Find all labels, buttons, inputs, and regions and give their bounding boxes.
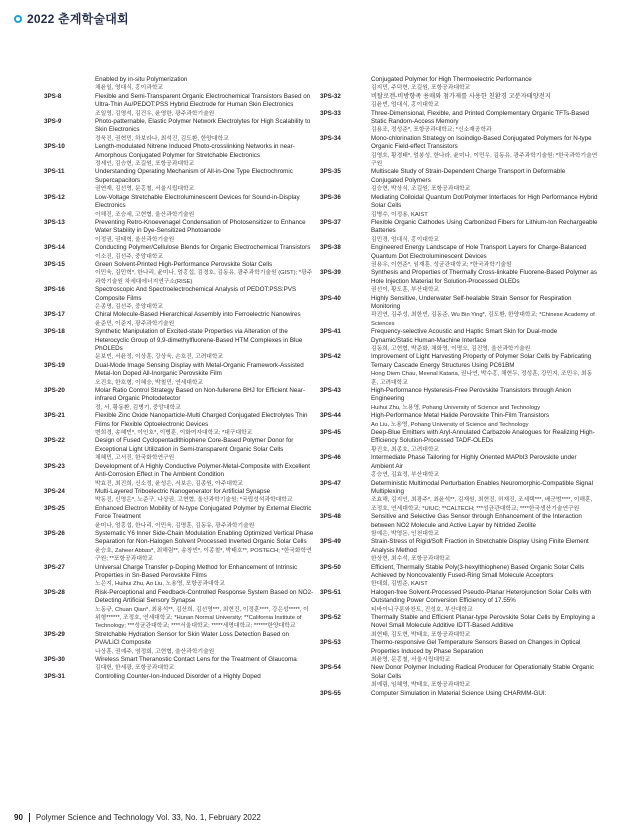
entry-title: Green Solvent-Printed High-Performance Perovskite Solar Cells bbox=[95, 260, 273, 268]
entry-code: 3PS-25 bbox=[44, 504, 65, 512]
entry-authors: 노동규, Chuan Qian*, 최용석**, 김산희, 김선영***, 최현진, 이정훈****, 강은성*****, 이위형******, 조정호, 연세대학교; *Hunan Normal University; **California Institute of Technology; ***성균관대학교; ****서울대학교; *****세명대학교; ******한양대학교 bbox=[95, 606, 309, 630]
program-entry bbox=[44, 505, 314, 530]
program-entry bbox=[320, 690, 598, 698]
entry-text bbox=[371, 168, 598, 193]
entry-code: 3PS-49 bbox=[320, 538, 341, 546]
entry-authors: 김승현, 박상식, 조길원, 포항공과대학교 bbox=[371, 186, 471, 193]
entry-title: Universal Charge Transfer p-Doping Method for Enhancement of Intrinsic Properties in Sn-Based Perovskite Films bbox=[95, 563, 298, 579]
entry-text bbox=[371, 564, 598, 589]
entry-authors: 최예림, 임혜영, 박태호, 포항공과대학교 bbox=[371, 682, 471, 689]
entry-title: Computer Simulation in Material Science Using CHARMM-GUI: bbox=[371, 689, 547, 697]
program-entry bbox=[320, 614, 598, 639]
program-entry bbox=[44, 530, 314, 564]
entry-code: 3PS-52 bbox=[320, 614, 341, 621]
entry-text bbox=[371, 295, 598, 329]
entry-authors: 윤미나, 엄홍섭, 한나리, 이민욱, 김명훈, 김동유, 광주과학기술원 bbox=[95, 522, 255, 529]
entry-text bbox=[95, 488, 314, 505]
entry-code: 3PS-10 bbox=[44, 143, 65, 151]
entry-authors: 최현태, 김도현, 박태호, 포항공과대학교 bbox=[371, 631, 471, 638]
program-entry bbox=[320, 110, 598, 135]
entry-code: 3PS-28 bbox=[44, 588, 65, 596]
entry-code: 3PS-20 bbox=[44, 387, 65, 395]
entry-code: 3PS-39 bbox=[320, 269, 341, 277]
entry-title: Systematic Y6 Inner Side-Chain Modulation Enabling Optimized Vertical Phase Separation for Non-Halogen Solvent Processed Inverted Organic Solar Cells bbox=[95, 529, 314, 546]
entry-authors: 나상훈, 권예주, 염정회, 고현협, 울산과학기술원 bbox=[95, 648, 215, 655]
entry-text bbox=[95, 328, 314, 362]
footer-divider bbox=[29, 813, 30, 822]
program-entry bbox=[44, 219, 314, 244]
program-entry bbox=[44, 362, 314, 387]
entry-text bbox=[95, 412, 314, 437]
entry-text bbox=[371, 429, 598, 454]
entry-authors: 이해진, 조승세, 고현협, 울산과학기술원 bbox=[95, 211, 195, 218]
entry-code: 3PS-31 bbox=[44, 672, 65, 680]
entry-title: Development of A Highly Conductive Polymer-Metal-Composite with Excellent Anti-Corrosion Effect in The Ambient Condition bbox=[95, 462, 311, 479]
entry-authors: 조효해, 김지인, 최광주*, 최윤석**, 김재원, 최현진, 허재진, 조세택***, 배군범****, 이해훈, 조정호, 연세대학교; *UIUC; **CALTECH; ***성균관대학교; ****한국생산기술연구원 bbox=[371, 497, 593, 512]
entry-text bbox=[371, 454, 598, 479]
program-entry bbox=[44, 261, 314, 286]
program-entry bbox=[44, 412, 314, 437]
entry-title: High-Performance Hysteresis-Free Perovskite Transistors through Anion Engineering bbox=[371, 387, 572, 403]
entry-authors: 은종명, 김선주, 중앙대학교 bbox=[95, 303, 164, 310]
entry-title: Improvement of Light Harvesting Property of Polymer Solar Cells by Fabricating Ternary Cascade Energy Structures Using PC61BM bbox=[371, 353, 592, 369]
entry-title: Deep-Blue Emitters with Aryl-Annulated Carbazole Analogues for Realizing High-Efficiency Solution-Processed TADF-OLEDs bbox=[371, 429, 595, 445]
entry-authors: 김동희, 고현협, 박준화, 채화영, 이명오, 김진영, 울산과학기술원 bbox=[371, 346, 531, 352]
entry-code: 3PS-50 bbox=[320, 563, 341, 571]
entry-code: 3PS-37 bbox=[320, 218, 341, 226]
entry-title: Highly Sensitive, Underwater Self-healable Strain Sensor for Respiration Monitoring bbox=[371, 294, 572, 310]
entry-text bbox=[95, 143, 314, 168]
entry-title: Intermediate Phase Tailoring for Highly Oriented MAPbI3 Perovskite under Ambient Air bbox=[371, 454, 577, 470]
entry-title: New Donor Polymer Including Radical Producer for Operationally Stable Organic Solar Cells bbox=[371, 664, 595, 680]
entry-code: 3PS-44 bbox=[320, 412, 341, 420]
program-entry bbox=[44, 143, 314, 168]
entry-title: Wireless Smart Theranostic Contact Lens for the Treatment of Glaucoma bbox=[95, 656, 297, 664]
entry-title: Length-modulated Nitrene Induced Photo-crosslinking Networks in near-Amorphous Conjugated Polymer for Stretchable Electronics bbox=[95, 143, 295, 159]
entry-authors: 권용우, 이현준*, 임재훈, 성균관대학교; *한국과학기술원 bbox=[371, 261, 512, 268]
program-entry bbox=[320, 219, 598, 244]
entry-code: 3PS-24 bbox=[44, 487, 65, 495]
entry-title: Understanding Operating Mechanism of All-in-One Type Electrochromic Supercapacitors bbox=[95, 168, 293, 184]
entry-code: 3PS-36 bbox=[320, 193, 341, 201]
entry-title: Preventing Retro-Knoevenagel Condensation of Photosensitizer to Enhance Water Stability in Dye-Sensitized Photoanode bbox=[95, 218, 306, 235]
entry-authors: 김병수, 이정용, KAIST bbox=[371, 211, 428, 218]
circle-bullet-icon bbox=[14, 15, 22, 23]
entry-text bbox=[371, 219, 598, 244]
entry-text bbox=[371, 480, 598, 514]
entry-code: 3PS-46 bbox=[320, 454, 341, 462]
entry-authors: 박동진, 신영은*, 노준구, 나상권, 고현협, 울산과학기술원; *국립성석과학대학교 bbox=[95, 497, 293, 504]
entry-code: 3PS-21 bbox=[44, 412, 65, 420]
entry-code: 3PS-54 bbox=[320, 664, 341, 672]
entry-text bbox=[371, 513, 598, 538]
entry-code: 3PS-13 bbox=[44, 218, 65, 226]
entry-authors: Ao Liu, 노용영, Pohang University of Science and Technology bbox=[371, 421, 529, 428]
page-footer bbox=[14, 813, 261, 822]
program-entry bbox=[320, 513, 598, 538]
program-entry bbox=[44, 437, 314, 462]
entry-text bbox=[95, 194, 314, 219]
entry-text bbox=[95, 362, 314, 387]
program-entry bbox=[320, 93, 598, 110]
program-entry bbox=[44, 463, 314, 488]
entry-code: 3PS-14 bbox=[44, 244, 65, 252]
entry-authors: 정, 서, 황동환, 김병기, 중앙대학교 bbox=[95, 404, 181, 411]
entry-authors: 문보빈, 서윤정, 이상훈, 강상욱, 손호진, 고려대학교 bbox=[95, 354, 224, 361]
entry-text bbox=[95, 387, 314, 412]
entry-authors: 곽진연, 김주성, 최한빈, 김동준, Wu Bin Ying*, 김도환, 한양대학교; *Chinese Academy of Sciences bbox=[371, 312, 595, 327]
entry-title: Flexible Organic Cathodes Using Carbonized Fibers for Lithium-Ion Rechargeable Batteries bbox=[371, 218, 598, 235]
entry-authors: 정세인, 김승현, 조길원, 포항공과대학교 bbox=[95, 161, 195, 168]
entry-authors: 이정권, 권태혁, 울산과학기술원 bbox=[95, 236, 175, 243]
entry-title: Deterministic Multimodal Perturbation Enables Neuromorphic-Compatible Signal Multiplexing bbox=[371, 479, 593, 495]
entry-text bbox=[95, 311, 314, 328]
entry-authors: 채윤일, 영대식, 홍이과학교 bbox=[95, 85, 164, 92]
entry-text bbox=[371, 93, 598, 110]
entry-title: Risk-Perceptional and Feedback-Controlled Response System Based on NO2-Detecting Artificial Sensory Synapse bbox=[95, 588, 314, 605]
entry-code: 3PS-32 bbox=[320, 92, 341, 100]
program-entry bbox=[320, 538, 598, 563]
entry-code: 3PS-16 bbox=[44, 286, 65, 294]
entry-title: Sensitive and Selective Gas Sensor through Enhancement of the Interaction between NO2 Molecule and Active Layer by Nitrided Zeolite bbox=[371, 513, 582, 529]
program-entry bbox=[44, 118, 314, 143]
entry-text bbox=[95, 530, 314, 564]
entry-authors: Hong Diem Chau, Meenal Kataria, 권나연, 박수홍, 채현두, 정성훈, 강민지, 조민우, 최동훈, 고려대학교 bbox=[371, 371, 593, 386]
entry-code: 3PS-55 bbox=[320, 689, 341, 697]
entry-title: Conjugated Polymer for High Thermoelectric Performance bbox=[371, 76, 532, 83]
entry-authors: 이민욱, 김민혁*, 한나리, 윤미나, 엄홍섭, 김경호, 김동유, 광주과학기술원 (GIST); *광주과학기술원 차세대에너지연구소(RISE) bbox=[95, 270, 313, 285]
entry-title: Multiscale Study of Strain-Dependent Charge Transport in Deformable Conjugated Polymers bbox=[371, 168, 566, 184]
entry-title: Frequency-selective Acoustic and Haptic Smart Skin for Dual-mode Dynamic/Static Human-Machine Interface bbox=[371, 328, 558, 344]
entry-code: 3PS-27 bbox=[44, 563, 65, 571]
program-entry bbox=[44, 656, 314, 673]
program-entry bbox=[320, 244, 598, 269]
entry-title: Mediating Colloidal Quantum Dot/Polymer Interfaces for High Performance Hybrid Solar Cells bbox=[371, 193, 598, 210]
entry-title: Controlling Counter-Ion-Induced Disorder of a Highly Doped bbox=[95, 672, 261, 680]
entry-text bbox=[371, 110, 598, 135]
entry-code: 3PS-40 bbox=[320, 294, 341, 302]
entry-authors: Huihui Zhu, 노용영, Pohang University of Science and Technology bbox=[371, 404, 541, 411]
program-entry bbox=[44, 631, 314, 656]
entry-text bbox=[371, 244, 598, 269]
entry-title: Flexible and Semi-Transparent Organic Electrochemical Transistors Based on Ultra-Thin Au/PEDOT:PSS Hybrid Electrode for Human Skin Electronics bbox=[95, 92, 311, 109]
entry-text bbox=[95, 261, 314, 286]
entry-authors: 함예은, 박영돈, 인천대학교 bbox=[371, 530, 440, 537]
continued-entry bbox=[44, 76, 314, 93]
entry-title: Spectroscopic And Spectroelectrochemical Analysis of PEDOT:PSS:PVS Composite Films bbox=[95, 286, 297, 302]
program-entry bbox=[44, 387, 314, 412]
entry-text bbox=[95, 437, 314, 462]
entry-code: 3PS-42 bbox=[320, 353, 341, 361]
entry-code: 3PS-26 bbox=[44, 529, 65, 537]
entry-code: 3PS-8 bbox=[44, 92, 62, 100]
entry-authors: 황진호, 최종호, 고려대학교 bbox=[371, 446, 440, 453]
entry-title: 비탈로겐-비방향족 용매와 첨가제를 사용한 친환경 고분자태양전지 bbox=[371, 92, 551, 100]
entry-authors: 윤준민, 이준지, 광주과학기술원 bbox=[95, 320, 175, 327]
entry-title: Efficient, Thermally Stable Poly(3-hexylthiophene) Based Organic Solar Cells Achieved by Noncovalently Fused-Ring Small Molecule Acceptors bbox=[371, 563, 585, 579]
entry-authors: 조일영, 김영석, 김건우, 윤영한, 광주과학기술원 bbox=[95, 110, 215, 117]
program-entry bbox=[44, 311, 314, 328]
entry-authors: 한상현, 최수석, 포항공과대학교 bbox=[371, 556, 451, 563]
continued-entry bbox=[320, 76, 598, 93]
entry-title: Halogen-free Solvent-Processed Pseudo-Planar Heterojunction Solar Cells with Outstanding Power Conversion Efficiency of 17.55% bbox=[371, 588, 592, 605]
entry-authors: 김용조, 정성준*, 포항공과대학교; *신소재공학과 bbox=[371, 127, 492, 134]
program-entry bbox=[320, 429, 598, 454]
program-entry bbox=[320, 480, 598, 514]
program-entry bbox=[44, 168, 314, 193]
entry-title: High-Performance Metal Halide Perovskite Thin-Film Transistors bbox=[371, 412, 550, 420]
entry-title: Photo-patternable, Elastic Polymer Network Electrolytes for High Scalability to Skin Electronics bbox=[95, 118, 311, 134]
entry-text bbox=[371, 639, 598, 664]
entry-text bbox=[95, 673, 314, 681]
program-entry bbox=[320, 564, 598, 589]
program-entry bbox=[320, 589, 598, 614]
entry-text bbox=[95, 168, 314, 193]
entry-authors: 노은지, Huihui Zhu, Ao Liu, 노용영, 포항공과대학교 bbox=[95, 581, 225, 588]
program-entry bbox=[320, 295, 598, 329]
entry-authors: 김지민, 주덕현, 조길원, 포항공과대학교 bbox=[371, 85, 471, 92]
entry-text bbox=[371, 412, 598, 429]
program-entry bbox=[44, 564, 314, 589]
entry-title: Low-Voltage Stretchable Electroluminescent Devices for Sound-in-Display Electronics bbox=[95, 193, 300, 210]
program-entry bbox=[320, 387, 598, 412]
entry-authors: 권연재, 김선영, 문홍철, 서울시립대학교 bbox=[95, 186, 195, 193]
entry-code: 3PS-41 bbox=[320, 328, 341, 336]
entry-code: 3PS-35 bbox=[320, 168, 341, 176]
entry-authors: 오진호, 한호형, 이혜승, 박철민, 연세대학교 bbox=[95, 379, 204, 386]
entry-code: 3PS-29 bbox=[44, 630, 65, 638]
entry-text bbox=[371, 328, 598, 353]
entry-text bbox=[95, 564, 314, 589]
entry-text bbox=[95, 286, 314, 311]
entry-title: Enhanced Electron Mobility of N-type Conjugated Polymer by External Electric Force Treatment bbox=[95, 504, 312, 521]
entry-title: Enabled by in-situ Polymerization bbox=[95, 76, 188, 83]
entry-authors: 채혜민, 고서진, 한국화학연구원 bbox=[95, 455, 175, 462]
entry-authors: 김영흐, 황경태*, 엄봉성, 한나라, 윤미나, 이민우, 김동유, 광주과학기술원; *한국과학기술연구원 bbox=[371, 152, 598, 168]
program-entry bbox=[320, 664, 598, 689]
entry-text bbox=[371, 194, 598, 219]
entry-title: Three-Dimensional, Flexible, and Printed Complementary Organic TFTs-Based Static Random-Access Memory bbox=[371, 109, 590, 126]
entry-code: 3PS-43 bbox=[320, 387, 341, 395]
left-column bbox=[44, 76, 314, 681]
journal-info: Polymer Science and Technology Vol. 33, No. 1, February 2022 bbox=[35, 813, 261, 822]
program-entry bbox=[44, 93, 314, 118]
entry-text bbox=[371, 269, 598, 294]
entry-authors: 이소진, 김선주, 중앙대학교 bbox=[95, 253, 164, 260]
program-entry bbox=[320, 454, 598, 479]
entry-text bbox=[371, 614, 598, 639]
entry-authors: 김민경, 엄대식, 홍이대학교 bbox=[371, 236, 440, 243]
entry-text bbox=[371, 353, 598, 387]
entry-authors: 홍승연, 김효정, 부산대학교 bbox=[371, 472, 440, 479]
entry-title: Thermally Stable and Efficient Planar-type Perovskite Solar Cells by Employing a Novel Small Molecule Additive IDTT-Based Additive bbox=[371, 614, 595, 630]
entry-authors: 최윤영, 문홍철, 서울시립대학교 bbox=[371, 657, 451, 664]
program-entry bbox=[320, 135, 598, 169]
program-entry bbox=[320, 269, 598, 294]
entry-code: 3PS-38 bbox=[320, 244, 341, 252]
entry-authors: 변희경, 송혜빈*, 이인호*, 이병훈, 이화여자대학교; *대구대학교 bbox=[95, 430, 253, 437]
entry-title: Molar Ratio Control Strategy Based on Non-fullerene BHJ for Efficient Near-infrared Organic Photodetector bbox=[95, 387, 306, 403]
entry-text bbox=[371, 387, 598, 412]
program-entry bbox=[320, 328, 598, 353]
page-header bbox=[14, 10, 129, 27]
entry-text bbox=[371, 664, 598, 689]
entry-code: 3PS-18 bbox=[44, 328, 65, 336]
program-entry bbox=[320, 194, 598, 219]
entry-authors: 한대회, 김범준, KAIST bbox=[371, 581, 428, 588]
program-entry bbox=[44, 244, 314, 261]
entry-authors: 박효진, 최진희, 신소정, 윤성은, 서보은, 김종원, 아주대학교 bbox=[95, 480, 244, 487]
entry-title: Thermo-responsive Gel Temperature Sensors Based on Changes in Optical Properties Induced by Phase Separation bbox=[371, 639, 581, 655]
entry-authors: 김윤빈, 엄대식, 홍이대학교 bbox=[371, 102, 440, 109]
entry-authors: 윤승호, Zaheer Abbas*, 최해림**, 송창빈*, 이종철*, 박태호**, POSTECH; *한국화학연구원; **포항공과대학교 bbox=[95, 547, 312, 563]
entry-code: 3PS-48 bbox=[320, 513, 341, 521]
entry-authors: 권선이, 황도훈, 부산대학교 bbox=[371, 287, 440, 294]
conference-title: 2022 춘계학술대회 bbox=[27, 12, 129, 26]
entry-title: Mono-chlorination Strategy on Isoindigo-Based Conjugated Polymers for N-type Organic Field-effect Transistors bbox=[371, 134, 592, 151]
entry-code: 3PS-34 bbox=[320, 134, 341, 142]
entry-code: 3PS-12 bbox=[44, 193, 65, 201]
entry-authors: 김대헌, 한세광, 포항공과대학교 bbox=[95, 665, 175, 672]
entry-title: Strain-Stress of Rigid/Soft Fraction in Stretchable Display Using Finite Element Analysis Method bbox=[371, 538, 589, 554]
entry-title: Stretchable Hydration Sensor for Skin Water Loss Detection Based on PVA/LiCl Composite bbox=[95, 630, 289, 647]
entry-code: 3PS-17 bbox=[44, 311, 65, 319]
entry-text bbox=[371, 690, 598, 698]
entry-authors: 티바이니구룬와찬트, 진성호, 부산대학교 bbox=[371, 606, 473, 613]
entry-text bbox=[95, 118, 314, 143]
entry-code: 3PS-45 bbox=[320, 429, 341, 437]
entry-title: Synthesis and Properties of Thermally Cross-linkable Fluorene-Based Polymer as Hole Injection Material for Solution-Processed OLEDs bbox=[371, 269, 598, 285]
entry-text bbox=[95, 244, 314, 261]
entry-text bbox=[95, 93, 314, 118]
entry-text bbox=[371, 135, 598, 169]
program-entry bbox=[44, 488, 314, 505]
entry-title: Multi-Layered Triboelectric Nanogenerator for Artificial Synapse bbox=[95, 487, 271, 495]
entry-title: Synthetic Manipulation of Excited-state Properties via Alteration of the Heterocyclic Group of 9,9-dimethylfluorene-Based HTM Complexes in Blue PhOLEDs bbox=[95, 328, 303, 352]
page-number: 90 bbox=[14, 813, 23, 822]
right-column bbox=[320, 76, 598, 698]
entry-title: Flexible Zinc Oxide Nanoparticle-Multi Charged Conjugated Electrolytes Thin Films for Flexible Optoelectronic Devices bbox=[95, 412, 308, 428]
entry-code: 3PS-11 bbox=[44, 168, 65, 176]
program-entry bbox=[44, 589, 314, 631]
entry-text bbox=[95, 219, 314, 244]
program-entry bbox=[320, 639, 598, 664]
entry-text bbox=[95, 505, 314, 530]
entry-title: Design of Fused Cyclopentadithiophene Core-Based Polymer Donor for Exceptional Light Utilization in Semi-transparent Organic Solar Cells bbox=[95, 437, 294, 453]
entry-title: Conducting Polymer/Cellulose Blends for Organic Electrochemical Transistors bbox=[95, 244, 311, 252]
entry-text bbox=[95, 463, 314, 488]
entry-text bbox=[95, 589, 314, 631]
entry-code: 3PS-47 bbox=[320, 479, 341, 487]
program-entry bbox=[44, 286, 314, 311]
entry-authors: 정욱진, 권혁민, 하보라나, 최석진, 김도환, 한양대학교 bbox=[95, 135, 229, 142]
program-entry bbox=[320, 412, 598, 429]
program-entry bbox=[44, 194, 314, 219]
program-entry bbox=[44, 673, 314, 681]
program-entry bbox=[44, 328, 314, 362]
entry-code: 3PS-9 bbox=[44, 118, 62, 126]
entry-text bbox=[371, 589, 598, 614]
entry-text bbox=[371, 538, 598, 563]
program-entry bbox=[320, 168, 598, 193]
entry-text bbox=[95, 656, 314, 673]
entry-title: Chiral Molecule-Based Hierarchical Assembly into Ferroelectric Nanowires bbox=[95, 311, 301, 319]
entry-title: Dual-Mode Image Sensing Display with Metal-Organic Framework-Assisted Metal-Ion Doped All-Inorganic Perovskite Film bbox=[95, 361, 304, 378]
entry-code: 3PS-53 bbox=[320, 639, 341, 647]
entry-code: 3PS-23 bbox=[44, 462, 65, 470]
program-entry bbox=[320, 353, 598, 387]
entry-code: 3PS-15 bbox=[44, 260, 65, 268]
entry-code: 3PS-19 bbox=[44, 361, 65, 369]
entry-title: Engineered Energy Landscape of Hole Transport Layers for Charge-Balanced Quantum Dot Electroluminescent Devices bbox=[371, 244, 587, 260]
entry-code: 3PS-30 bbox=[44, 656, 65, 664]
entry-code: 3PS-33 bbox=[320, 109, 341, 117]
entry-code: 3PS-22 bbox=[44, 437, 65, 445]
entry-text bbox=[95, 631, 314, 656]
entry-code: 3PS-51 bbox=[320, 588, 341, 596]
